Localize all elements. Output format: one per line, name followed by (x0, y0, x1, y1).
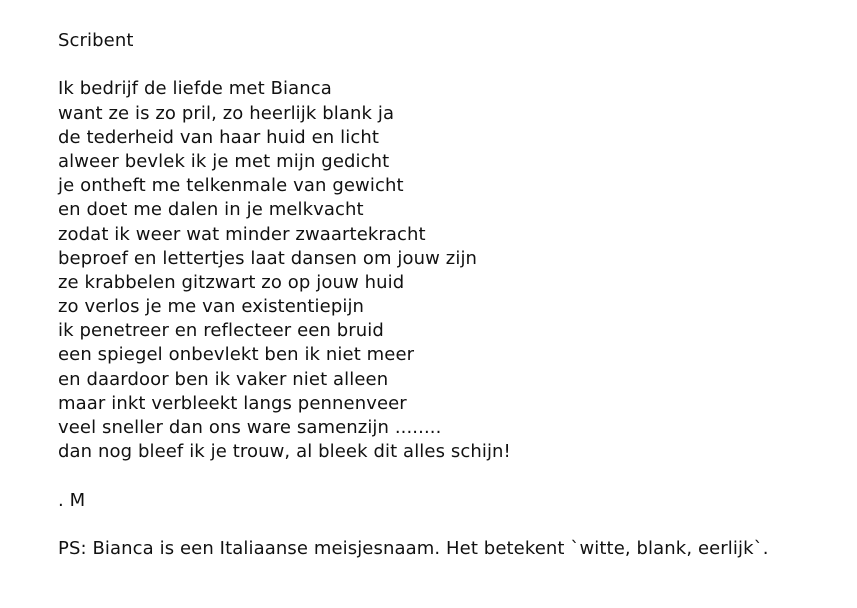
poem-line: en doet me dalen in je melkvacht (58, 199, 364, 221)
poem-line: je ontheft me telkenmale van gewicht (58, 175, 404, 197)
postscript: PS: Bianca is een Italiaanse meisjesnaam. Het betekent `witte, blank, eerlijk`. (58, 537, 769, 559)
poem-line: veel sneller dan ons ware samenzijn ........ (58, 417, 442, 438)
poem-stanza (58, 77, 769, 464)
poem-line: zodat ik weer wat minder zwaartekracht (58, 223, 426, 245)
poem-line: dan nog bleef ik je trouw, al bleek dit alles schijn! (58, 441, 511, 463)
spacer (58, 53, 769, 77)
poem-line: maar inkt verbleekt langs pennenveer (58, 392, 407, 414)
poem-line: beproef en lettertjes laat dansen om jouw zijn (58, 247, 478, 269)
spacer (58, 464, 769, 488)
poem-line: een spiegel onbevlekt ben ik niet meer (58, 344, 415, 366)
poem-line: want ze is zo pril, zo heerlijk blank ja (58, 102, 395, 124)
poem-line: ik penetreer en reflecteer een bruid (58, 320, 384, 342)
poem-line: Ik bedrijf de liefde met Bianca (58, 78, 332, 100)
signature: . M (58, 489, 86, 511)
poem-line: en daardoor ben ik vaker niet alleen (58, 368, 389, 390)
poem-line: alweer bevlek ik je met mijn gedicht (58, 150, 390, 172)
poem-line: ze krabbelen gitzwart zo op jouw huid (58, 271, 405, 293)
poem-title: Scribent (58, 30, 134, 51)
poem-line: zo verlos je me van existentiepijn (58, 296, 365, 318)
document-body (58, 29, 769, 561)
poem-line: de tederheid van haar huid en licht (58, 126, 380, 148)
spacer (58, 513, 769, 537)
